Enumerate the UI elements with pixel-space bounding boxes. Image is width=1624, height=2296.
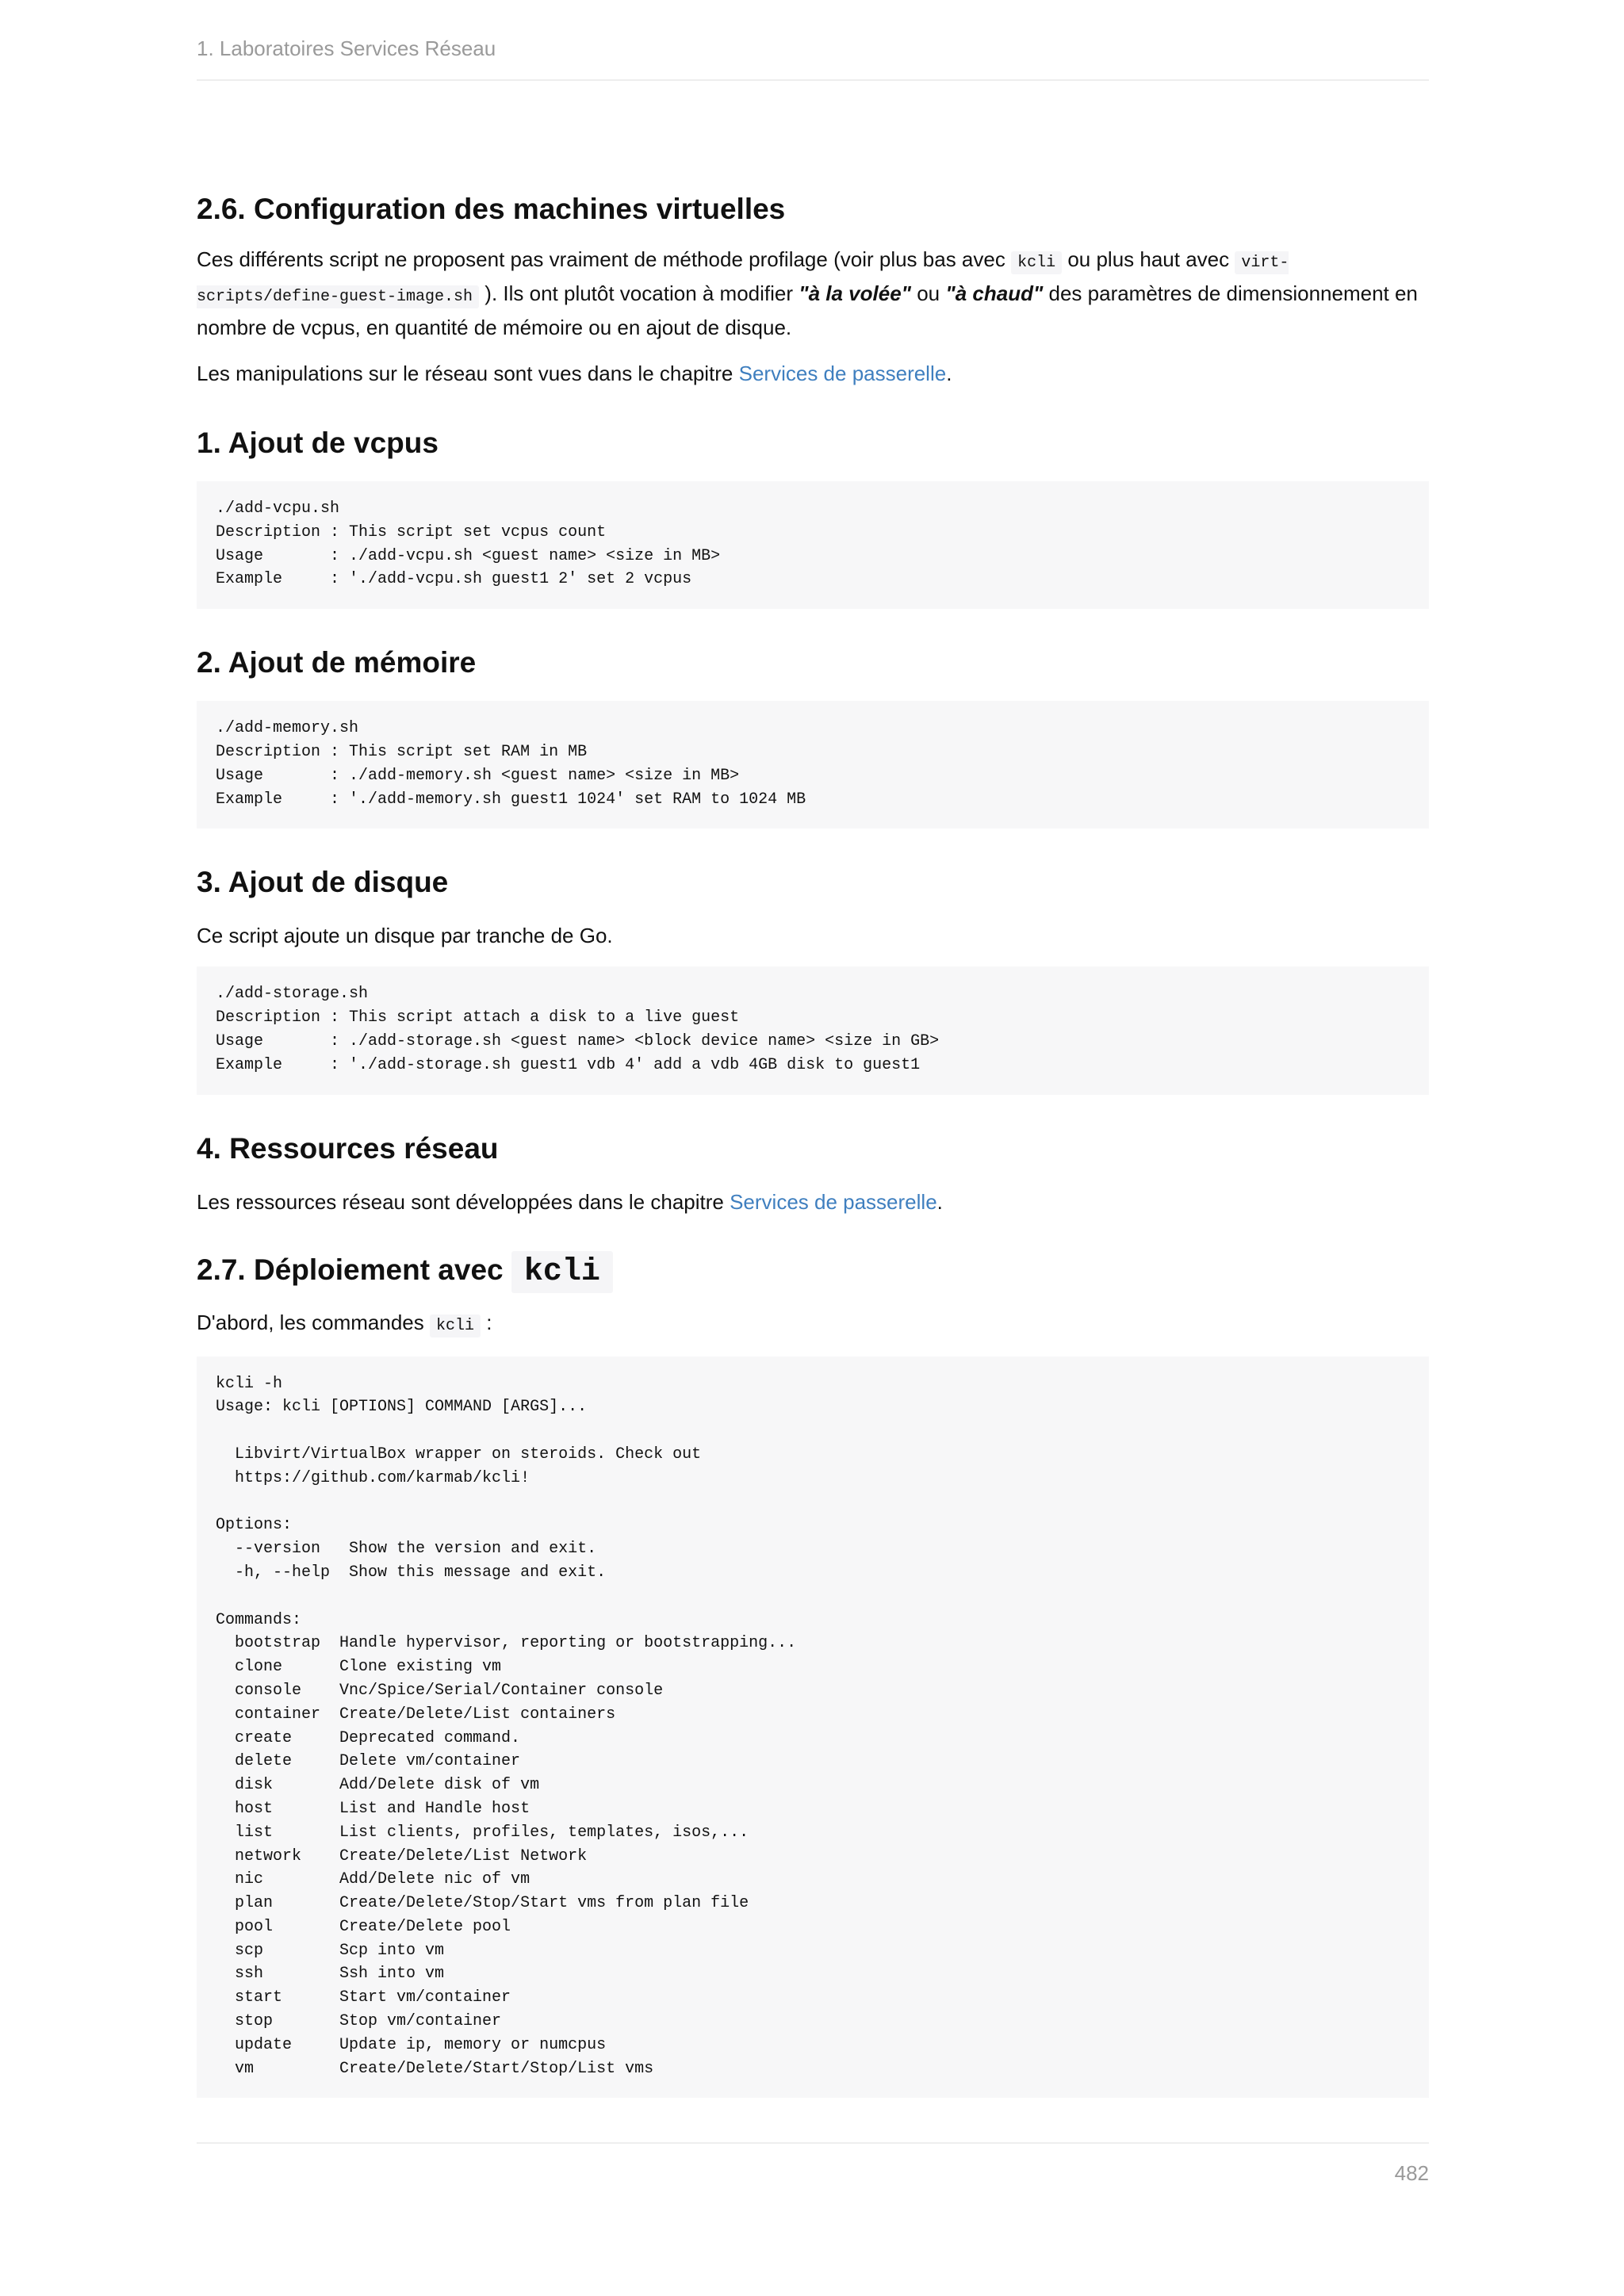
- footer-divider: [197, 2142, 1429, 2144]
- subsection-vcpus-heading: 1. Ajout de vcpus: [197, 427, 439, 459]
- page-content: [197, 189, 1429, 2112]
- inline-code-kcli-2: kcli: [430, 1314, 481, 1337]
- emphasis-a-chaud: "à chaud": [945, 281, 1044, 305]
- kcli-intro-text: D'abord, les commandes: [197, 1310, 430, 1334]
- intro-text-3: ). Ils ont plutôt vocation à modifier: [479, 281, 799, 305]
- network-resources-text-1: Les ressources réseau sont développées dans le chapitre: [197, 1189, 730, 1214]
- section-2-6-intro: [197, 244, 1429, 343]
- code-block-kcli-help: kcli -h Usage: kcli [OPTIONS] COMMAND [ARGS]... Libvirt/VirtualBox wrapper on steroids. Check out https://github.com/karmab/kcli! Options: --version Show the version and exit. -h, --help Show this message and exit. Commands: bootstrap Handle hypervisor, reporting or bootstrapping... clone Clone existing vm console Vnc/Spice/Serial/Container console container Create/Delete/List containers create Deprecated command. delete Delete vm/container disk Add/Delete disk of vm host List and Handle host list List clients, profiles, templates, isos,... network Create/Delete/List Network nic Add/Delete nic of vm plan Create/Delete/Stop/Start vms from plan file pool Create/Delete pool scp Scp into vm ssh Ssh into vm start Start vm/container stop Stop vm/container update Update ip, memory or numcpus vm Create/Delete/Start/Stop/List vms: [197, 1357, 1429, 2099]
- code-block-add-storage: ./add-storage.sh Description : This script attach a disk to a live guest Usage : ./add-storage.sh <guest name> <block device name> <size in GB> Example : './add-storage.sh guest1 vdb 4' add a vdb 4GB disk to guest1: [197, 966, 1429, 1094]
- intro-text-4: ou: [911, 281, 946, 305]
- emphasis-a-la-volee: "à la volée": [799, 281, 911, 305]
- subsection-network-heading: 4. Ressources réseau: [197, 1131, 499, 1165]
- inline-code-kcli: kcli: [1011, 251, 1062, 274]
- subsection-memory-heading: 2. Ajout de mémoire: [197, 646, 477, 679]
- running-header: 1. Laboratoires Services Réseau: [197, 36, 496, 60]
- network-resources-end: .: [936, 1189, 943, 1214]
- section-2-6-heading: 2.6. Configuration des machines virtuelles: [197, 193, 786, 225]
- code-block-add-memory: ./add-memory.sh Description : This script set RAM in MB Usage : ./add-memory.sh <guest name> <size in MB> Example : './add-memory.sh guest1 1024' set RAM to 1024 MB: [197, 701, 1429, 828]
- inline-code-define-guest-image: virt-scripts/define-guest-image.sh: [197, 251, 1289, 308]
- intro-text-1: Ces différents script ne proposent pas vraiment de méthode profilage (voir plus bas avec: [197, 247, 1012, 271]
- header-divider: [197, 79, 1429, 81]
- kcli-intro: [197, 1307, 1429, 1341]
- page-number: 482: [1394, 2161, 1429, 2185]
- network-resources-text: [197, 1187, 1429, 1218]
- services-passerelle-link[interactable]: Services de passerelle: [738, 362, 947, 385]
- network-note-text: Les manipulations sur le réseau sont vues dans le chapitre: [197, 362, 739, 385]
- section-2-7-heading: [197, 1249, 1429, 1293]
- code-block-add-vcpu: ./add-vcpu.sh Description : This script set vcpus count Usage : ./add-vcpu.sh <guest name> <size in MB> Example : './add-vcpu.sh guest1 2' set 2 vcpus: [197, 481, 1429, 609]
- intro-text-2: ou plus haut avec: [1062, 247, 1235, 271]
- intro-text-5: des paramètres de dimensionnement en nombre de vcpus, en quantité de mémoire ou en ajout de disque.: [197, 281, 1418, 339]
- section-2-7-title-code: kcli: [511, 1251, 613, 1293]
- kcli-intro-end: :: [481, 1310, 492, 1334]
- subsection-disk-heading: 3. Ajout de disque: [197, 866, 449, 899]
- network-note-end: .: [946, 362, 952, 385]
- services-passerelle-link-2[interactable]: Services de passerelle: [730, 1189, 937, 1214]
- section-2-7-title: 2.7. Déploiement avec: [197, 1253, 511, 1286]
- disk-description: Ce script ajoute un disque par tranche de Go.: [197, 924, 613, 948]
- network-note: [197, 358, 1429, 389]
